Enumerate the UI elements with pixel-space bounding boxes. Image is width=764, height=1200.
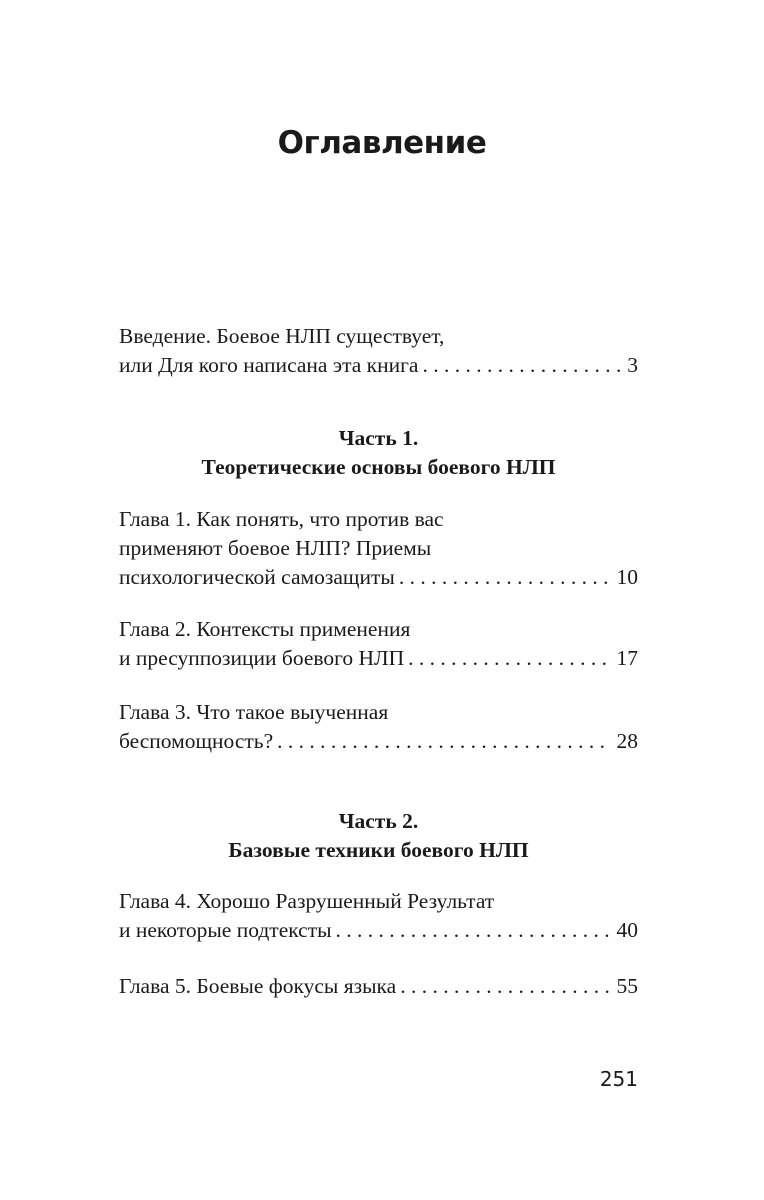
dot-leader [400,972,610,1001]
toc-entry-text: Глава 2. Контексты применения [119,617,411,641]
dot-leader [422,351,621,380]
toc-entry-chapter-3 [119,698,638,756]
toc-page-number: 17 [616,646,638,670]
toc-entry-text: и пресуппозиции боевого НЛП [119,646,405,670]
dot-leader [336,916,611,945]
toc-page-number: 3 [627,353,638,377]
table-of-contents [119,322,638,1001]
dot-leader [277,727,610,756]
toc-entry-chapter-1 [119,505,638,592]
toc-entry-intro [119,322,638,380]
toc-entry-text: Глава 1. Как понять, что против вас [119,507,444,531]
toc-entry-text: Глава 5. Боевые фокусы языка [119,974,397,998]
toc-entry-text: беспомощность? [119,729,274,753]
toc-entry-text: Введение. Боевое НЛП существует, [119,324,445,348]
toc-entry-text: Глава 4. Хорошо Разрушенный Результат [119,889,495,913]
toc-entry-chapter-5 [119,972,638,1001]
toc-entry-chapter-4 [119,887,638,945]
toc-entry-text: и некоторые подтексты [119,918,332,942]
toc-entry-chapter-2 [119,615,638,673]
dot-leader [399,563,611,592]
toc-page-number: 28 [616,729,638,753]
toc-entry-text: применяют боевое НЛП? Приемы [119,536,432,560]
page-number: 251 [599,1067,638,1091]
toc-page-number: 40 [616,918,638,942]
page-title: Оглавление [277,125,487,161]
part-label: Часть 2. [338,809,419,833]
part-title: Базовые техники боевого НЛП [228,838,529,862]
toc-page-number: 55 [616,974,638,998]
part-title: Теоретические основы боевого НЛП [201,455,556,479]
toc-entry-text: или Для кого написана эта книга [119,353,419,377]
part-label: Часть 1. [338,426,419,450]
toc-page-number: 10 [616,565,638,589]
toc-entry-text: Глава 3. Что такое выученная [119,700,389,724]
dot-leader [408,644,610,673]
toc-entry-text: психологической самозащиты [119,565,395,589]
